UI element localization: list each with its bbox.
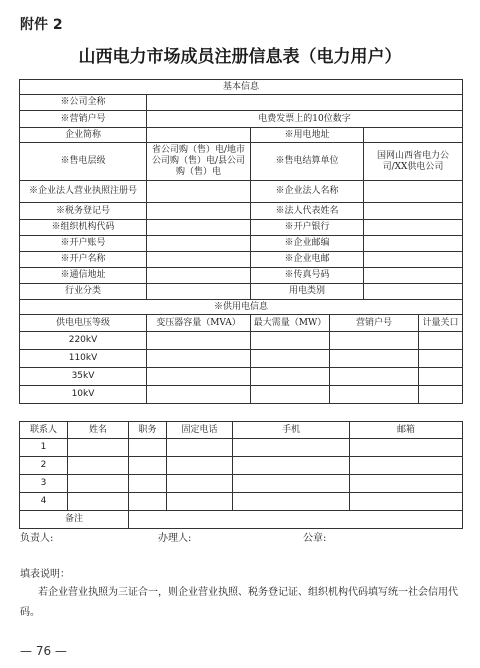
- bank-label: ※开户银行: [251, 220, 364, 236]
- metering-point-cell[interactable]: [419, 332, 463, 350]
- contact-name-cell[interactable]: [68, 475, 129, 493]
- voltage-row-label: 10kV: [20, 386, 147, 404]
- transformer-capacity-cell[interactable]: [147, 386, 251, 404]
- contact-title-cell[interactable]: [129, 439, 167, 457]
- contact-phone-cell[interactable]: [167, 457, 233, 475]
- short-name-label: 企业简称: [20, 128, 147, 143]
- tax-number-label: ※税务登记号: [20, 203, 147, 220]
- license-number-label: ※企业法人营业执照注册号: [20, 181, 147, 203]
- org-code-label: ※组织机构代码: [20, 220, 147, 236]
- max-demand-cell[interactable]: [251, 350, 330, 368]
- metering-point-cell[interactable]: [419, 350, 463, 368]
- notes-heading: 填表说明：: [20, 569, 70, 580]
- max-demand-cell[interactable]: [251, 332, 330, 350]
- power-category-label: 用电类别: [251, 284, 364, 300]
- contact-title-cell[interactable]: [129, 493, 167, 511]
- contact-phone-cell[interactable]: [167, 493, 233, 511]
- contact-phone-cell[interactable]: [167, 439, 233, 457]
- voltage-row-label: 220kV: [20, 332, 147, 350]
- legal-name-label: ※企业法人名称: [251, 181, 364, 203]
- contact-name-cell[interactable]: [68, 439, 129, 457]
- marketing-account-cell[interactable]: [330, 350, 419, 368]
- seal-label: 公章:: [303, 533, 327, 544]
- voltage-row-label: 110kV: [20, 350, 147, 368]
- contacts-table: [19, 421, 463, 529]
- contact-header-email: 邮箱: [350, 422, 463, 439]
- email-label: ※企业电邮: [251, 252, 364, 268]
- legal-rep-label: ※法人代表姓名: [251, 203, 364, 220]
- contact-email-cell[interactable]: [350, 475, 463, 493]
- marketing-account-cell[interactable]: [330, 332, 419, 350]
- transformer-capacity-cell[interactable]: [147, 332, 251, 350]
- transformer-capacity-header: 变压器容量（MVA）: [147, 315, 251, 332]
- license-number-value[interactable]: [147, 181, 251, 203]
- contact-mobile-cell[interactable]: [233, 439, 350, 457]
- industry-label: 行业分类: [20, 284, 147, 300]
- metering-point-cell[interactable]: [419, 368, 463, 386]
- contact-title-cell[interactable]: [129, 457, 167, 475]
- contact-name-cell[interactable]: [68, 457, 129, 475]
- account-name-label: ※开户名称: [20, 252, 147, 268]
- mail-address-label: ※通信地址: [20, 268, 147, 284]
- power-address-label: ※用电地址: [251, 128, 364, 143]
- page-title: 山西电力市场成员注册信息表（电力用户）: [78, 47, 402, 67]
- voltage-row-label: 35kV: [20, 368, 147, 386]
- org-code-value[interactable]: [147, 220, 251, 236]
- contact-phone-cell[interactable]: [167, 475, 233, 493]
- metering-point-cell[interactable]: [419, 386, 463, 404]
- short-name-value[interactable]: [147, 128, 251, 143]
- marketing-account-cell[interactable]: [330, 368, 419, 386]
- contact-mobile-cell[interactable]: [233, 493, 350, 511]
- mail-address-value[interactable]: [147, 268, 251, 284]
- supply-voltage-header: 供电电压等级: [20, 315, 147, 332]
- contact-header-name: 姓名: [68, 422, 129, 439]
- notes-body: 若企业营业执照为三证合一，则企业营业执照、税务登记证、组织机构代码填写统一社会信用代码。: [20, 587, 458, 618]
- account-number-label: ※营销户号: [20, 111, 147, 128]
- max-demand-cell[interactable]: [251, 368, 330, 386]
- remark-value[interactable]: [129, 511, 463, 529]
- tax-number-value[interactable]: [147, 203, 251, 220]
- contact-row-number: 2: [20, 457, 68, 475]
- marketing-account-header: 营销户号: [330, 315, 419, 332]
- bank-account-label: ※开户账号: [20, 236, 147, 252]
- contact-row-number: 4: [20, 493, 68, 511]
- supply-info-section-header: ※供用电信息: [20, 300, 463, 315]
- contact-name-cell[interactable]: [68, 493, 129, 511]
- contact-mobile-cell[interactable]: [233, 457, 350, 475]
- marketing-account-cell[interactable]: [330, 386, 419, 404]
- contact-row-number: 1: [20, 439, 68, 457]
- contact-mobile-cell[interactable]: [233, 475, 350, 493]
- power-address-value[interactable]: [364, 128, 463, 143]
- contact-email-cell[interactable]: [350, 439, 463, 457]
- fax-value[interactable]: [364, 268, 463, 284]
- company-name-label: ※公司全称: [20, 95, 147, 111]
- postcode-value[interactable]: [364, 236, 463, 252]
- contact-header-index: 联系人: [20, 422, 68, 439]
- responsible-person-label: 负责人:: [20, 533, 54, 544]
- max-demand-cell[interactable]: [251, 386, 330, 404]
- contact-email-cell[interactable]: [350, 493, 463, 511]
- industry-value[interactable]: [147, 284, 251, 300]
- transformer-capacity-cell[interactable]: [147, 368, 251, 386]
- account-name-value[interactable]: [147, 252, 251, 268]
- account-number-hint[interactable]: 电费发票上的10位数字: [147, 111, 463, 128]
- contact-header-mobile: 手机: [233, 422, 350, 439]
- max-demand-header: 最大需量（MW）: [251, 315, 330, 332]
- transformer-capacity-cell[interactable]: [147, 350, 251, 368]
- contact-row-number: 3: [20, 475, 68, 493]
- postcode-label: ※企业邮编: [251, 236, 364, 252]
- power-category-value[interactable]: [364, 284, 463, 300]
- contact-header-title: 职务: [129, 422, 167, 439]
- settlement-unit-label: ※售电结算单位: [251, 143, 364, 181]
- bank-account-value[interactable]: [147, 236, 251, 252]
- basic-info-section-header: 基本信息: [20, 80, 463, 95]
- metering-point-header: 计量关口: [419, 315, 463, 332]
- remark-label: 备注: [20, 511, 129, 529]
- bank-value[interactable]: [364, 220, 463, 236]
- contact-title-cell[interactable]: [129, 475, 167, 493]
- page-number: — 76 —: [20, 644, 67, 658]
- settlement-unit-value[interactable]: 国网山西省电力公司/XX供电公司: [364, 143, 463, 181]
- handler-label: 办理人:: [158, 533, 192, 544]
- attachment-label: 附件 2: [20, 17, 63, 33]
- fax-label: ※传真号码: [251, 268, 364, 284]
- contact-header-phone: 固定电话: [167, 422, 233, 439]
- sale-level-label: ※售电层级: [20, 143, 147, 181]
- sale-level-value[interactable]: 省公司购（售）电/地市公司购（售）电/县公司购（售）电: [147, 143, 251, 181]
- contact-email-cell[interactable]: [350, 457, 463, 475]
- registration-form-table: [19, 79, 463, 404]
- legal-rep-value[interactable]: [364, 203, 463, 220]
- company-name-value[interactable]: [147, 95, 463, 111]
- email-value[interactable]: [364, 252, 463, 268]
- legal-name-value[interactable]: [364, 181, 463, 203]
